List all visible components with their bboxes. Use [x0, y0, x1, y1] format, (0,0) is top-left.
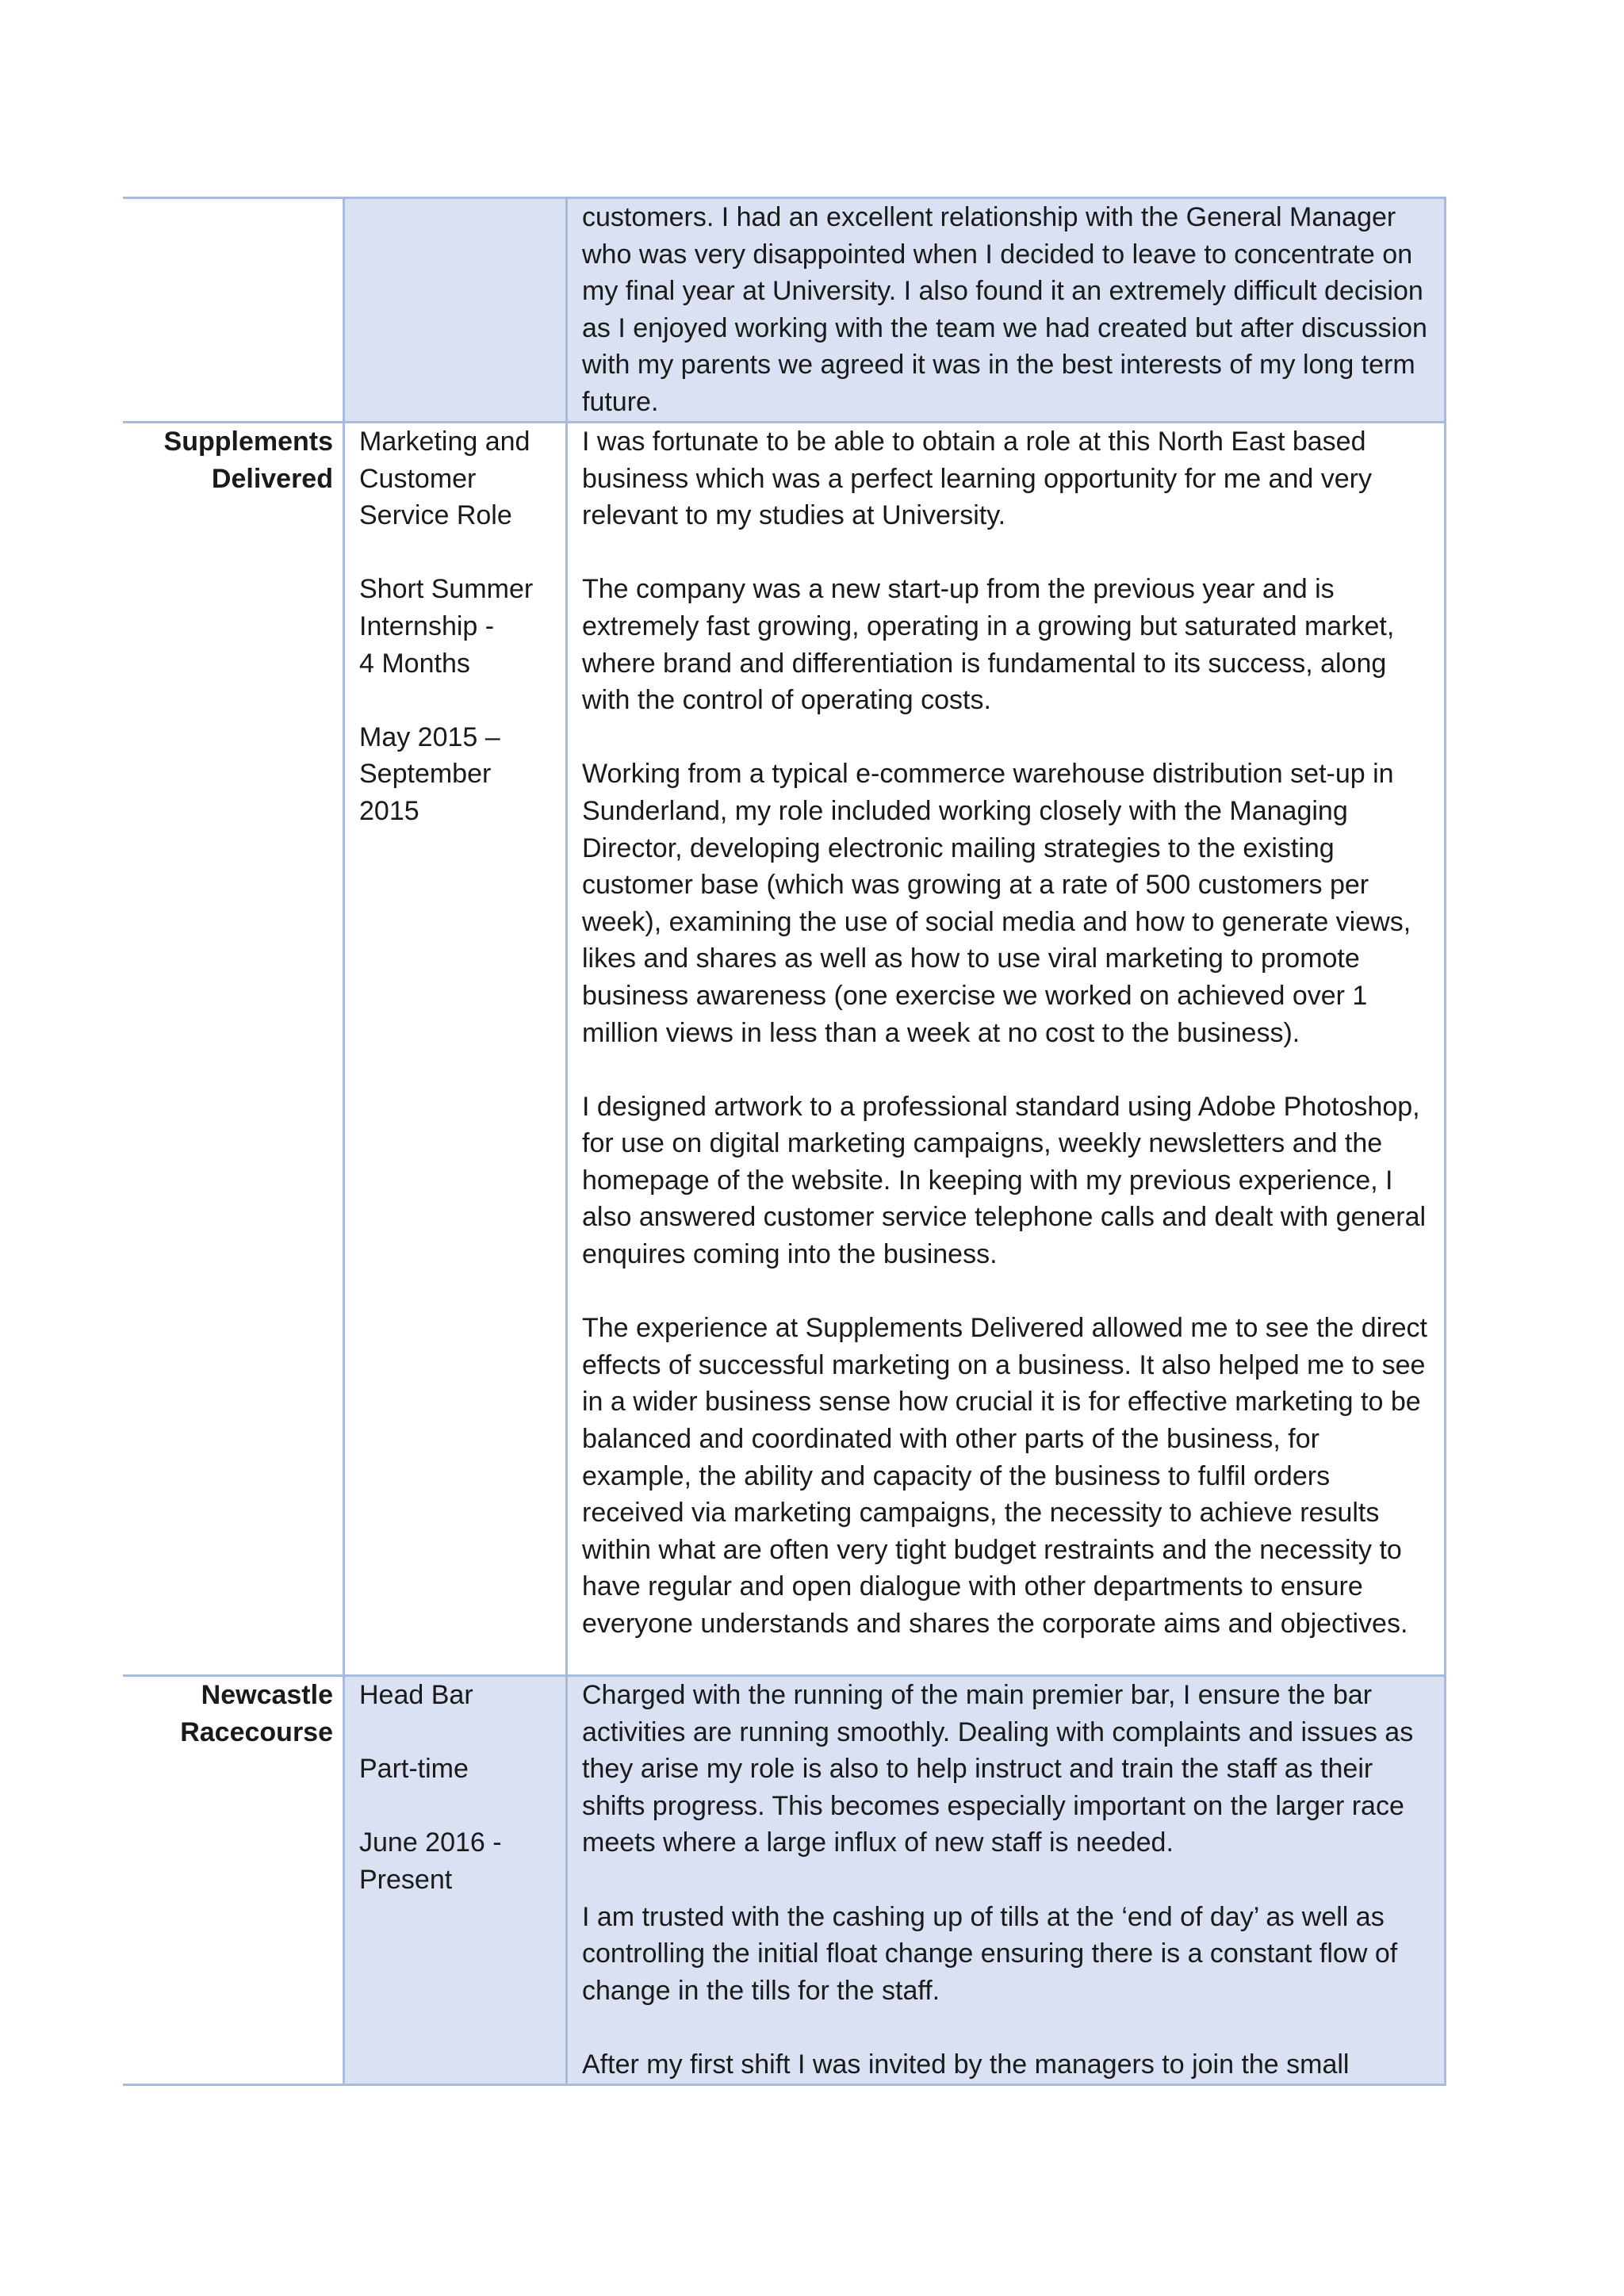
role-type: Short Summer Internship - 4 Months [359, 574, 534, 679]
role-type: Part-time [359, 1754, 469, 1785]
table-row [123, 423, 1446, 1676]
description-paragraph: Charged with the running of the main premier bar, I ensure the bar activities are running smoothly. Dealing with complaints and issues as they arise my role is also to help instruct and train the staff as their shifts progress. This becomes especially important on the larger race meets where a large influx of new staff is needed. [582, 1680, 1414, 1858]
company-cell [123, 1676, 344, 2085]
description-paragraph: customers. I had an excellent relationship with the General Manager who was very disappointed when I decided to leave to concentrate on my final year at University. I also found it an extremely difficult decision as I enjoyed working with the team we had created but after discussion with my parents we agreed it was in the best interests of my long term future. [582, 202, 1427, 417]
description-paragraph: I designed artwork to a professional standard using Adobe Photoshop, for use on digital marketing campaigns, weekly newsletters and the homepage of the website. In keeping with my previous experience, I also answered customer service telephone calls and dealt with general enquires coming into the business. [582, 1091, 1427, 1270]
company-name-line: Supplements [163, 427, 333, 457]
description-paragraph: I am trusted with the cashing up of tills at the ‘end of day’ as well as controlling the initial float change ensuring there is a constant flow of change in the tills for the staff. [582, 1901, 1398, 2006]
company-name-line: Racecourse [180, 1716, 333, 1747]
experience-table [123, 197, 1446, 2086]
role-cell [344, 1676, 567, 2085]
description-paragraph: I was fortunate to be able to obtain a role at this North East based business which was a perfect learning opportunity for me and very relevant to my studies at University. [582, 427, 1372, 531]
description-cell [567, 1676, 1446, 2085]
role-dates: May 2015 – September 2015 [359, 721, 500, 826]
table-row [123, 198, 1446, 423]
company-name-line: Newcastle [201, 1680, 333, 1710]
description-paragraph: After my first shift I was invited by the managers to join the small [582, 2049, 1350, 2080]
description-cell [567, 198, 1446, 423]
role-cell [344, 198, 567, 423]
description-paragraph: Working from a typical e-commerce warehouse distribution set-up in Sunderland, my role included working closely with the Managing Director, developing electronic mailing strategies to the existing customer base (which was growing at a rate of 500 customers per week), examining the use of social media and how to generate views, likes and shares as well as how to use viral marketing to promote business awareness (one exercise we worked on achieved over 1 million views in less than a week at no cost to the business). [582, 759, 1411, 1048]
role-title: Head Bar [359, 1680, 473, 1710]
role-dates: June 2016 - Present [359, 1827, 502, 1895]
company-name-line: Delivered [211, 463, 333, 494]
company-cell [123, 423, 344, 1676]
company-cell [123, 198, 344, 423]
description-cell [567, 423, 1446, 1676]
description-paragraph: The experience at Supplements Delivered allowed me to see the direct effects of successful marketing on a business. It also helped me to see in a wider business sense how crucial it is for effective marketing to be balanced and coordinated with other parts of the business, for example, the ability and capacity of the business to fulfil orders received via marketing campaigns, the necessity to achieve results within what are often very tight budget restraints and the necessity to have regular and open dialogue with other departments to ensure everyone understands and shares the corporate aims and objectives. [582, 1313, 1427, 1639]
description-paragraph: The company was a new start-up from the previous year and is extremely fast growing, operating in a growing but saturated market, where brand and differentiation is fundamental to its success, along with the control of operating costs. [582, 574, 1395, 716]
role-title: Marketing and Customer Service Role [359, 427, 530, 531]
role-cell [344, 423, 567, 1676]
table-row [123, 1676, 1446, 2085]
